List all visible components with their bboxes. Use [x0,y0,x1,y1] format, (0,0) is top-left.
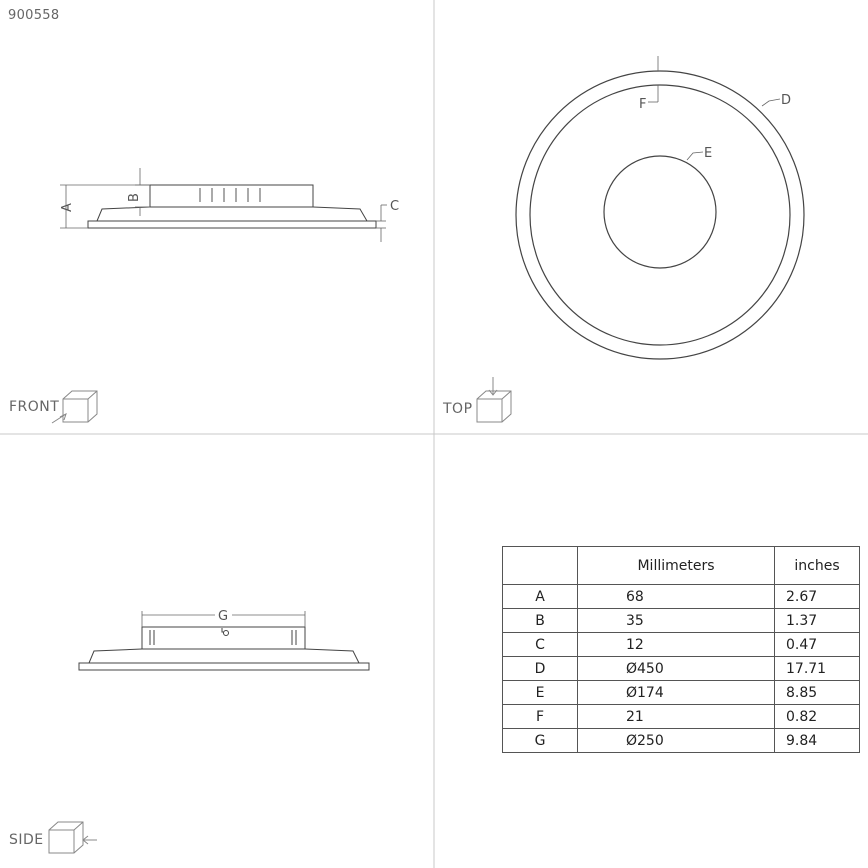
table-row [503,633,860,657]
row-label: A [503,585,578,609]
side-body [89,649,359,663]
top-center-circle [604,156,716,268]
row-label: G [503,729,578,753]
table-header-empty [503,547,578,585]
row-mm: 21 [578,705,775,729]
front-view-label: FRONT [9,399,60,415]
front-driver-box [150,185,313,207]
table-row [503,729,860,753]
front-body [97,207,367,221]
row-label: E [503,681,578,705]
dim-letter-a: A [60,203,75,212]
dim-letter-c: C [390,199,400,214]
side-screw [224,631,229,636]
table-row [503,585,860,609]
dim-letter-b: B [127,193,142,202]
side-base-plate [79,663,369,670]
row-mm: 68 [578,585,775,609]
table-row [503,681,860,705]
row-in: 8.85 [775,681,860,705]
table-row [503,609,860,633]
dim-c-lines [376,205,387,242]
row-mm: Ø174 [578,681,775,705]
top-inner-ring [530,85,790,345]
row-mm: Ø250 [578,729,775,753]
row-label: C [503,633,578,657]
side-cube-icon [49,822,97,853]
row-mm: Ø450 [578,657,775,681]
table-header-row [503,547,860,585]
row-in: 0.82 [775,705,860,729]
top-cube-icon [477,377,511,422]
page-id: 900558 [8,8,60,23]
dim-letter-d: D [781,93,792,108]
row-label: F [503,705,578,729]
row-in: 9.84 [775,729,860,753]
table-row [503,705,860,729]
front-view-drawing [60,168,387,242]
front-vents [200,188,260,202]
row-label: B [503,609,578,633]
row-in: 0.47 [775,633,860,657]
front-base-plate [88,221,376,228]
table-row [503,657,860,681]
row-mm: 12 [578,633,775,657]
side-view-label: SIDE [9,832,44,848]
row-mm: 35 [578,609,775,633]
side-view-drawing [79,627,369,670]
row-in: 17.71 [775,657,860,681]
row-in: 2.67 [775,585,860,609]
dim-letter-f: F [639,97,647,112]
side-driver-box [142,627,305,649]
dim-b-lines [135,168,150,216]
dim-letter-e: E [704,146,713,161]
dimensions-table [502,546,860,753]
row-label: D [503,657,578,681]
table-header-inches: inches [775,547,860,585]
top-view-label: TOP [443,401,473,417]
top-view-drawing [516,71,804,359]
top-outer-ring [516,71,804,359]
row-in: 1.37 [775,609,860,633]
table-header-millimeters: Millimeters [578,547,775,585]
dim-letter-g: G [218,609,229,624]
